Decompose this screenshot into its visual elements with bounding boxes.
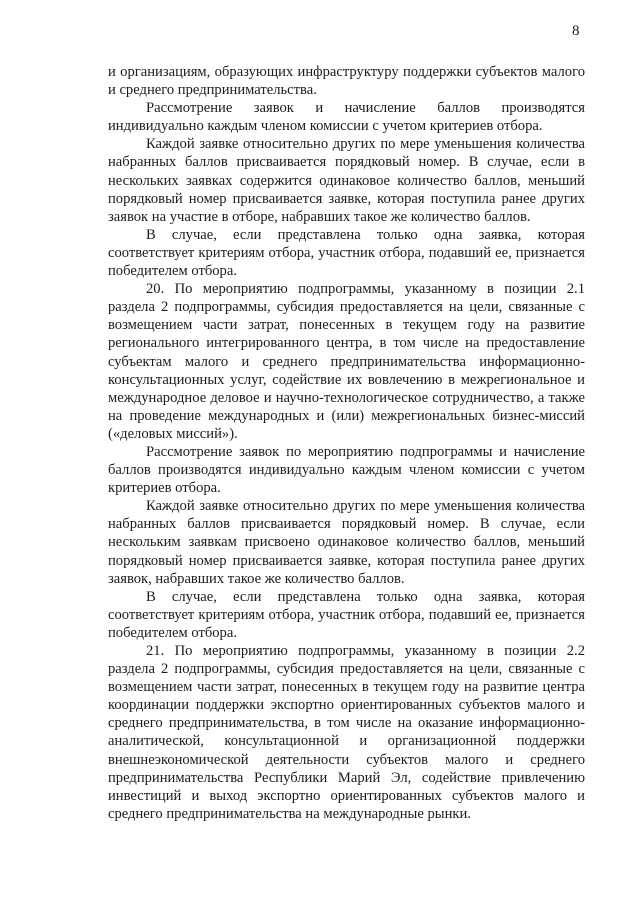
paragraph: Рассмотрение заявок и начисление баллов производятся индивидуально каждым членом комиссии с учетом критериев отбора. [108, 100, 585, 135]
paragraph-item-20: 20. По мероприятию подпрограммы, указанному в позиции 2.1 раздела 2 подпрограммы, субсидия предоставляется на цели, связанные с возмещением части затрат, понесенных в текущем году на развитие регионального интегрированного центра, в том числе на предоставление субъектам малого и среднего предпринимательства информационно-консультационных услуг, содействие их вовлечению в межрегиональное и международное деловое и научно-технологическое сотрудничество, а также на проведение международных и (или) межрегиональных бизнес-миссий («деловых миссий»). [108, 281, 585, 442]
paragraph: Рассмотрение заявок по мероприятию подпрограммы и начисление баллов производятся индивидуально каждым членом комиссии с учетом критериев отбора. [108, 443, 585, 497]
paragraph-item-21: 21. По мероприятию подпрограммы, указанному в позиции 2.2 раздела 2 подпрограммы, субсидия предоставляется на цели, связанные с возмещением части затрат, понесенных в текущем году на развитие центра координации поддержки экспортно ориентированных субъектов малого и среднего предпринимательства, в том числе на оказание информационно-аналитической, консультационной и организационной поддержки внешнеэкономической деятельности субъектов малого и среднего предпринимательства Республики Марий Эл, содействие привлечению инвестиций и выход экспортно ориентированных субъектов малого и среднего предпринимательства на международные рынки. [108, 643, 585, 822]
page-number: 8 [572, 23, 580, 39]
document-body [108, 63, 585, 823]
paragraph: В случае, если представлена только одна заявка, которая соответствует критериям отбора, участник отбора, подавший ее, признается победителем отбора. [108, 226, 585, 280]
paragraph: Каждой заявке относительно других по мере уменьшения количества набранных баллов присваивается порядковый номер. В случае, если нескольким заявкам присвоено одинаковое количество баллов, меньший порядковый номер присваивается заявке, которая поступила ранее других заявок, набравших такое же количество баллов. [108, 498, 585, 587]
paragraph: В случае, если представлена только одна заявка, которая соответствует критериям отбора, участник отбора, подавший ее, признается победителем отбора. [108, 588, 585, 641]
paragraph: Каждой заявке относительно других по мере уменьшения количества набранных баллов присваивается порядковый номер. В случае, если в нескольких заявках содержится одинаковое количество баллов, меньший порядковый номер присваивается заявке, которая поступила ранее других заявок на участие в отборе, набравших такое же количество баллов. [108, 136, 585, 225]
paragraph-continuation: и организациям, образующих инфраструктуру поддержки субъектов малого и среднего предпринимательства. [108, 64, 585, 99]
